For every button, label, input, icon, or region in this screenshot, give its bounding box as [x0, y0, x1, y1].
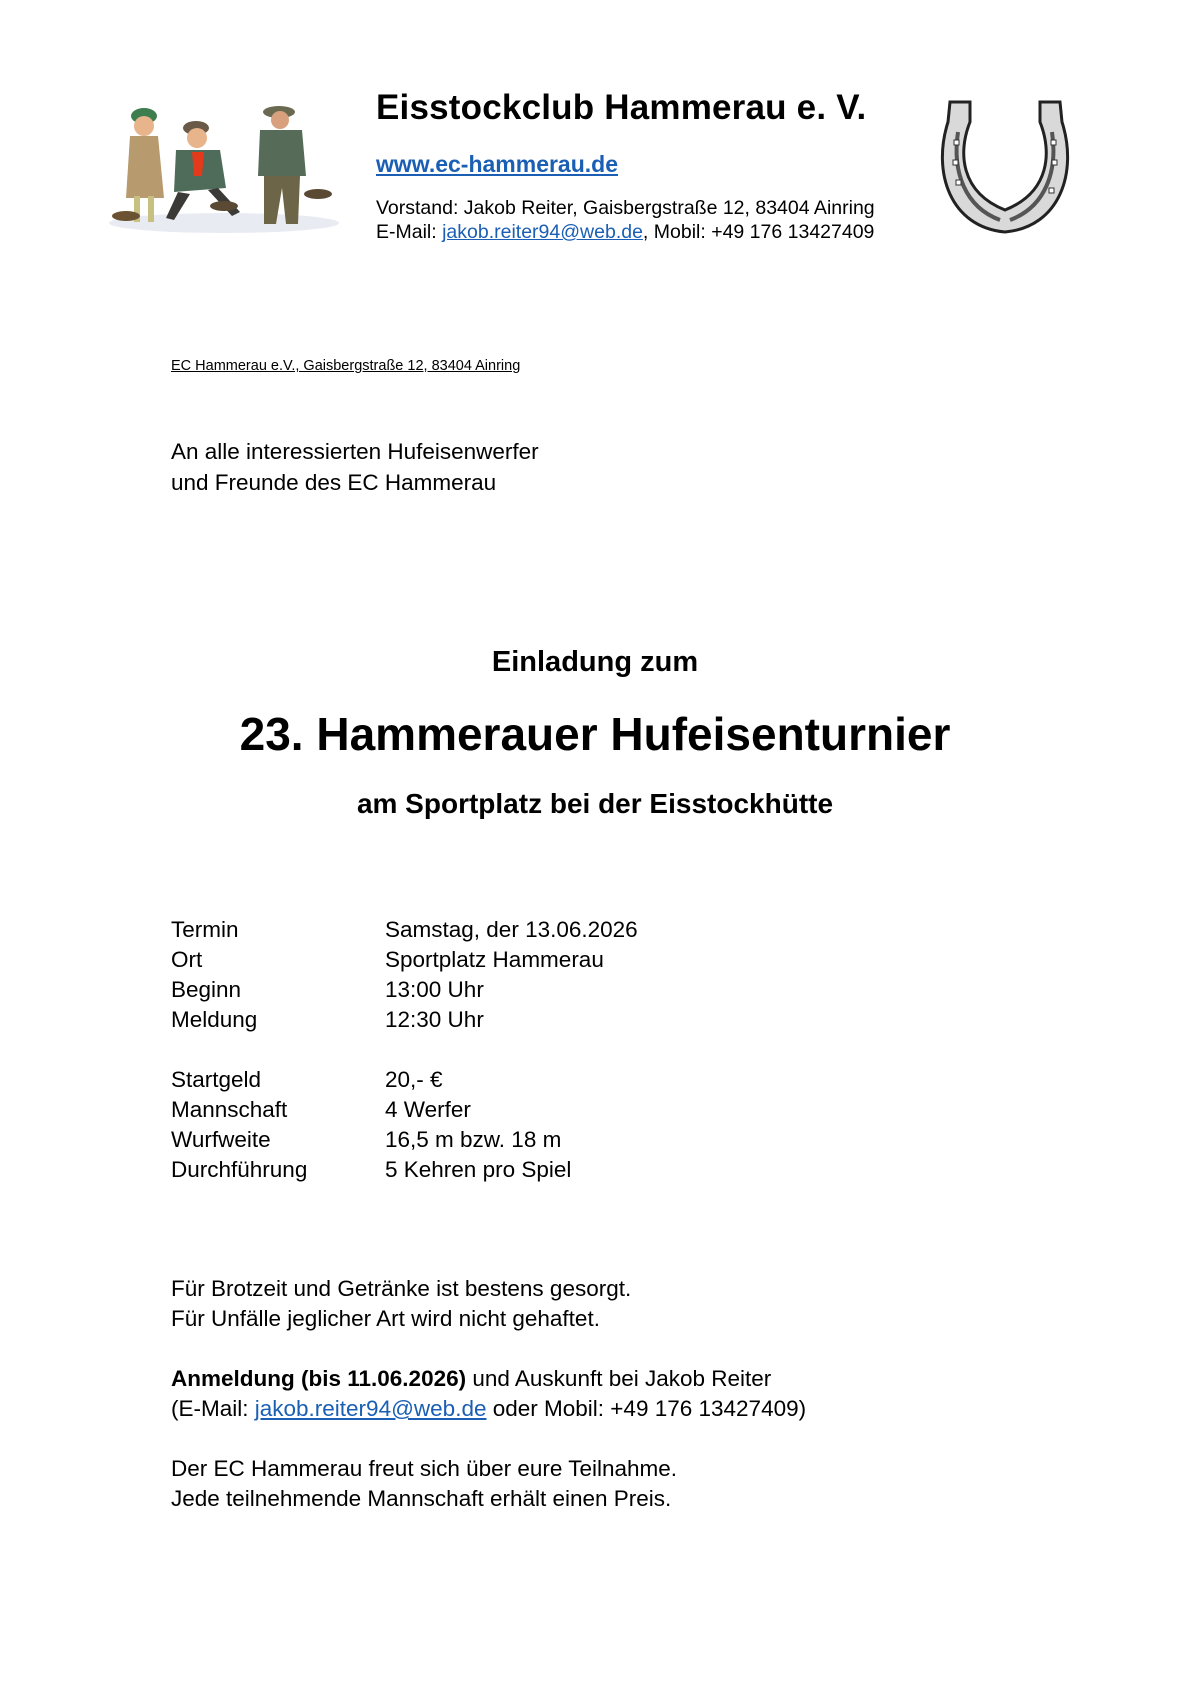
- invitation-pre-title: Einladung zum: [491, 646, 699, 678]
- detail-label: Termin: [171, 917, 239, 942]
- spacer: [171, 1035, 638, 1065]
- detail-label: Meldung: [171, 1007, 258, 1032]
- contact-prefix: (E-Mail:: [171, 1396, 255, 1421]
- event-subtitle: am Sportplatz bei der Eisstockhütte: [356, 788, 834, 819]
- email-mobile-line: [376, 220, 875, 244]
- detail-value: 20,- €: [385, 1067, 443, 1092]
- detail-label: Mannschaft: [171, 1097, 288, 1122]
- vorstand-line: Vorstand: Jakob Reiter, Gaisbergstraße 12, 83404 Ainring: [376, 197, 875, 219]
- contact-email-link[interactable]: jakob.reiter94@web.de: [254, 1396, 487, 1421]
- recipient-line-2: und Freunde des EC Hammerau: [171, 470, 497, 495]
- detail-row-mannschaft: [171, 1095, 638, 1125]
- detail-value: 4 Werfer: [385, 1097, 471, 1122]
- contact-line: [171, 1394, 806, 1424]
- detail-row-durchfuehrung: [171, 1155, 638, 1185]
- detail-row-beginn: [171, 975, 638, 1005]
- spacer: [171, 1424, 806, 1454]
- recipient-line-1: An alle interessierten Hufeisenwerfer: [171, 439, 539, 464]
- detail-label: Durchführung: [171, 1157, 308, 1182]
- closing-line-2: Jede teilnehmende Mannschaft erhält einen Preis.: [171, 1486, 672, 1511]
- horseshoe-icon: [930, 92, 1080, 242]
- registration-line: [171, 1364, 806, 1394]
- mobile-text: , Mobil: +49 176 13427409: [642, 221, 875, 243]
- email-prefix: E-Mail:: [376, 221, 443, 243]
- detail-value: 5 Kehren pro Spiel: [385, 1157, 572, 1182]
- detail-value: Samstag, der 13.06.2026: [385, 917, 638, 942]
- registration-deadline: Anmeldung (bis 11.06.2026): [171, 1366, 467, 1391]
- website-line: [376, 151, 618, 178]
- detail-value: 12:30 Uhr: [385, 1007, 484, 1032]
- detail-value: 16,5 m bzw. 18 m: [385, 1127, 562, 1152]
- header-email-link[interactable]: jakob.reiter94@web.de: [442, 221, 643, 243]
- recipient-block: [171, 436, 539, 498]
- detail-label: Wurfweite: [171, 1127, 271, 1152]
- note-liability: Für Unfälle jeglicher Art wird nicht gehaftet.: [171, 1306, 600, 1331]
- detail-label: Startgeld: [171, 1067, 262, 1092]
- event-title: 23. Hammerauer Hufeisenturnier: [239, 708, 951, 760]
- sender-address-line: EC Hammerau e.V., Gaisbergstraße 12, 83404 Ainring: [171, 358, 521, 374]
- event-details: [171, 915, 638, 1185]
- detail-row-termin: [171, 915, 638, 945]
- club-name: Eisstockclub Hammerau e. V.: [376, 88, 867, 127]
- detail-row-meldung: [171, 1005, 638, 1035]
- contact-block: [376, 196, 875, 244]
- spacer: [171, 1334, 806, 1364]
- detail-row-ort: [171, 945, 638, 975]
- detail-label: Ort: [171, 947, 203, 972]
- detail-label: Beginn: [171, 977, 242, 1002]
- detail-value: Sportplatz Hammerau: [385, 947, 604, 972]
- registration-text: und Auskunft bei Jakob Reiter: [466, 1366, 772, 1391]
- detail-row-startgeld: [171, 1065, 638, 1095]
- detail-value: 13:00 Uhr: [385, 977, 484, 1002]
- eisstock-players-illustration: [104, 88, 344, 238]
- closing-line-1: Der EC Hammerau freut sich über eure Teilnahme.: [171, 1456, 678, 1481]
- notes-block: [171, 1274, 806, 1514]
- contact-suffix: oder Mobil: +49 176 13427409): [486, 1396, 807, 1421]
- detail-row-wurfweite: [171, 1125, 638, 1155]
- website-link[interactable]: www.ec-hammerau.de: [376, 151, 619, 177]
- note-catering: Für Brotzeit und Getränke ist bestens gesorgt.: [171, 1276, 632, 1301]
